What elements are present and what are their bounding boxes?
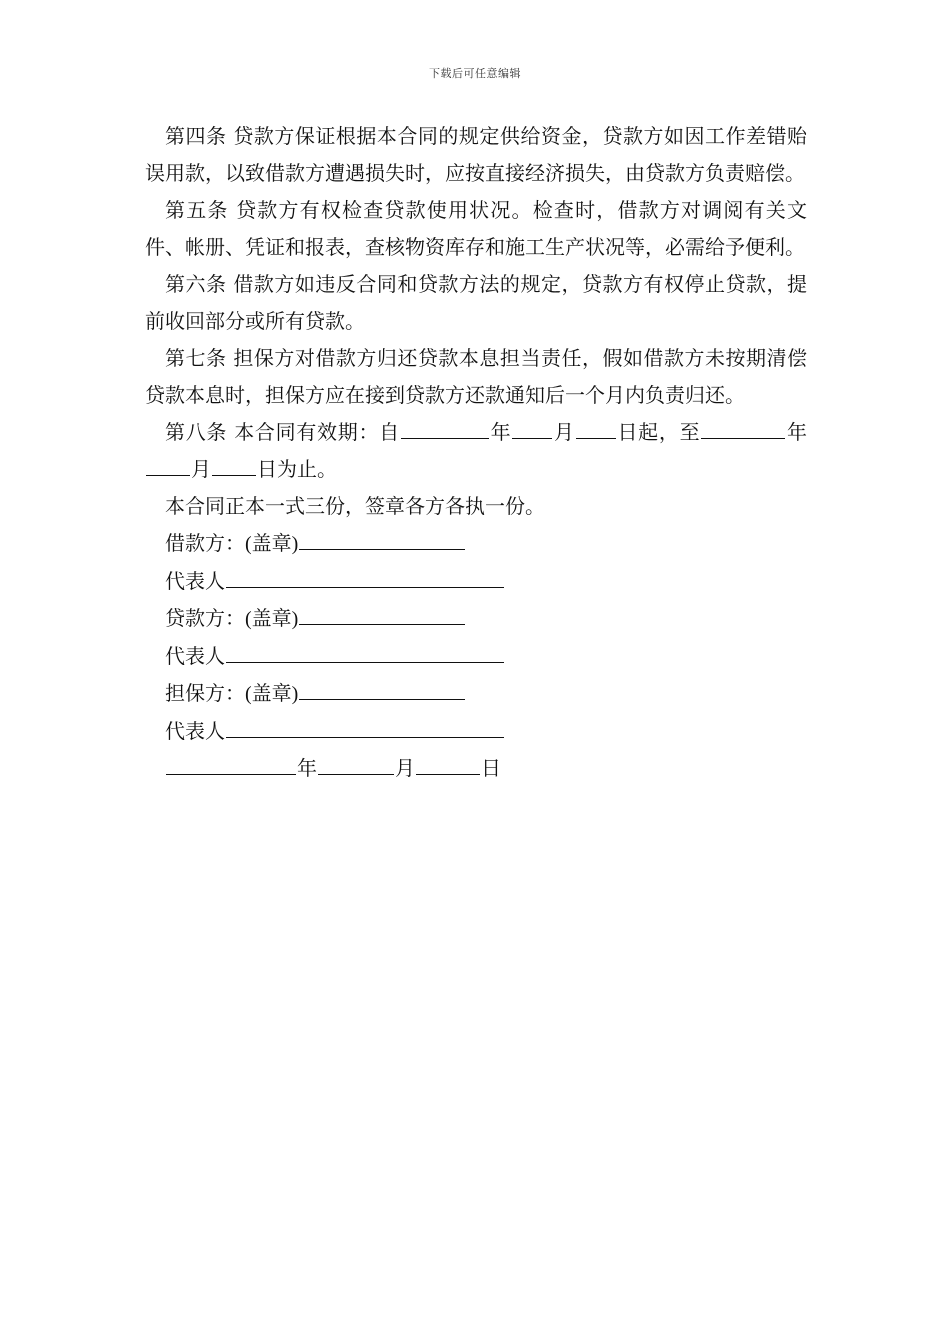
- lender-representative-blank[interactable]: [226, 640, 504, 663]
- lender-label: 贷款方：: [165, 606, 245, 630]
- end-month-label: 月: [191, 457, 211, 481]
- end-year-blank[interactable]: [701, 416, 785, 439]
- borrower-seal-blank[interactable]: [299, 527, 465, 550]
- lender-representative-label: 代表人: [165, 644, 225, 668]
- signing-month-label: 月: [395, 756, 415, 780]
- borrower-representative-label: 代表人: [165, 569, 225, 593]
- borrower-representative-blank[interactable]: [226, 565, 504, 588]
- signing-year-label: 年: [297, 756, 317, 780]
- article-5: 第五条 贷款方有权检查贷款使用状况。检查时，借款方对调阅有关文件、帐册、凭证和报表，查核物资库存和施工生产状况等，必需给予便利。: [145, 198, 807, 259]
- borrower-label: 借款方：: [165, 531, 245, 555]
- start-year-blank[interactable]: [401, 416, 489, 439]
- guarantor-label: 担保方：: [165, 681, 245, 705]
- article-8: [145, 414, 807, 488]
- lender-representative-line: [145, 638, 807, 675]
- start-day-label: 日起，至: [616, 420, 701, 444]
- guarantor-seal-label: (盖章): [245, 683, 299, 705]
- article-7: 第七条 担保方对借款方归还贷款本息担当责任，假如借款方未按期清偿贷款本息时，担保方应在接到贷款方还款通知后一个月内负责归还。: [145, 346, 807, 407]
- signing-year-blank[interactable]: [166, 752, 296, 775]
- page-header: 下载后可任意编辑: [429, 67, 521, 80]
- signing-date-line: [145, 750, 807, 787]
- start-month-label: 月: [553, 420, 575, 444]
- signing-day-label: 日: [481, 756, 501, 780]
- article-6: 第六条 借款方如违反合同和贷款方法的规定，贷款方有权停止贷款，提前收回部分或所有贷款。: [145, 272, 807, 333]
- copies-clause: 本合同正本一式三份，签章各方各执一份。: [165, 494, 545, 518]
- article-8-prefix: 第八条 本合同有效期：自: [165, 420, 400, 444]
- contract-body: [145, 118, 807, 787]
- guarantor-seal-blank[interactable]: [299, 677, 465, 700]
- lender-seal-label: (盖章): [245, 608, 299, 630]
- start-month-blank[interactable]: [512, 416, 552, 439]
- borrower-seal-label: (盖章): [245, 533, 299, 555]
- lender-signature-line: [145, 600, 807, 638]
- guarantor-representative-line: [145, 713, 807, 750]
- signing-day-blank[interactable]: [416, 752, 480, 775]
- end-day-label: 日为止。: [257, 457, 337, 481]
- start-day-blank[interactable]: [576, 416, 616, 439]
- end-month-blank[interactable]: [146, 453, 190, 476]
- article-4: 第四条 贷款方保证根据本合同的规定供给资金，贷款方如因工作差错贻误用款，以致借款方遭遇损失时，应按直接经济损失，由贷款方负责赔偿。: [145, 124, 807, 185]
- lender-seal-blank[interactable]: [299, 602, 465, 625]
- guarantor-representative-blank[interactable]: [226, 715, 504, 738]
- signing-month-blank[interactable]: [318, 752, 394, 775]
- borrower-representative-line: [145, 563, 807, 600]
- start-year-label: 年: [489, 420, 512, 444]
- end-year-label: 年: [786, 420, 808, 444]
- borrower-signature-line: [145, 525, 807, 563]
- guarantor-representative-label: 代表人: [165, 719, 225, 743]
- end-day-blank[interactable]: [212, 453, 256, 476]
- guarantor-signature-line: [145, 675, 807, 713]
